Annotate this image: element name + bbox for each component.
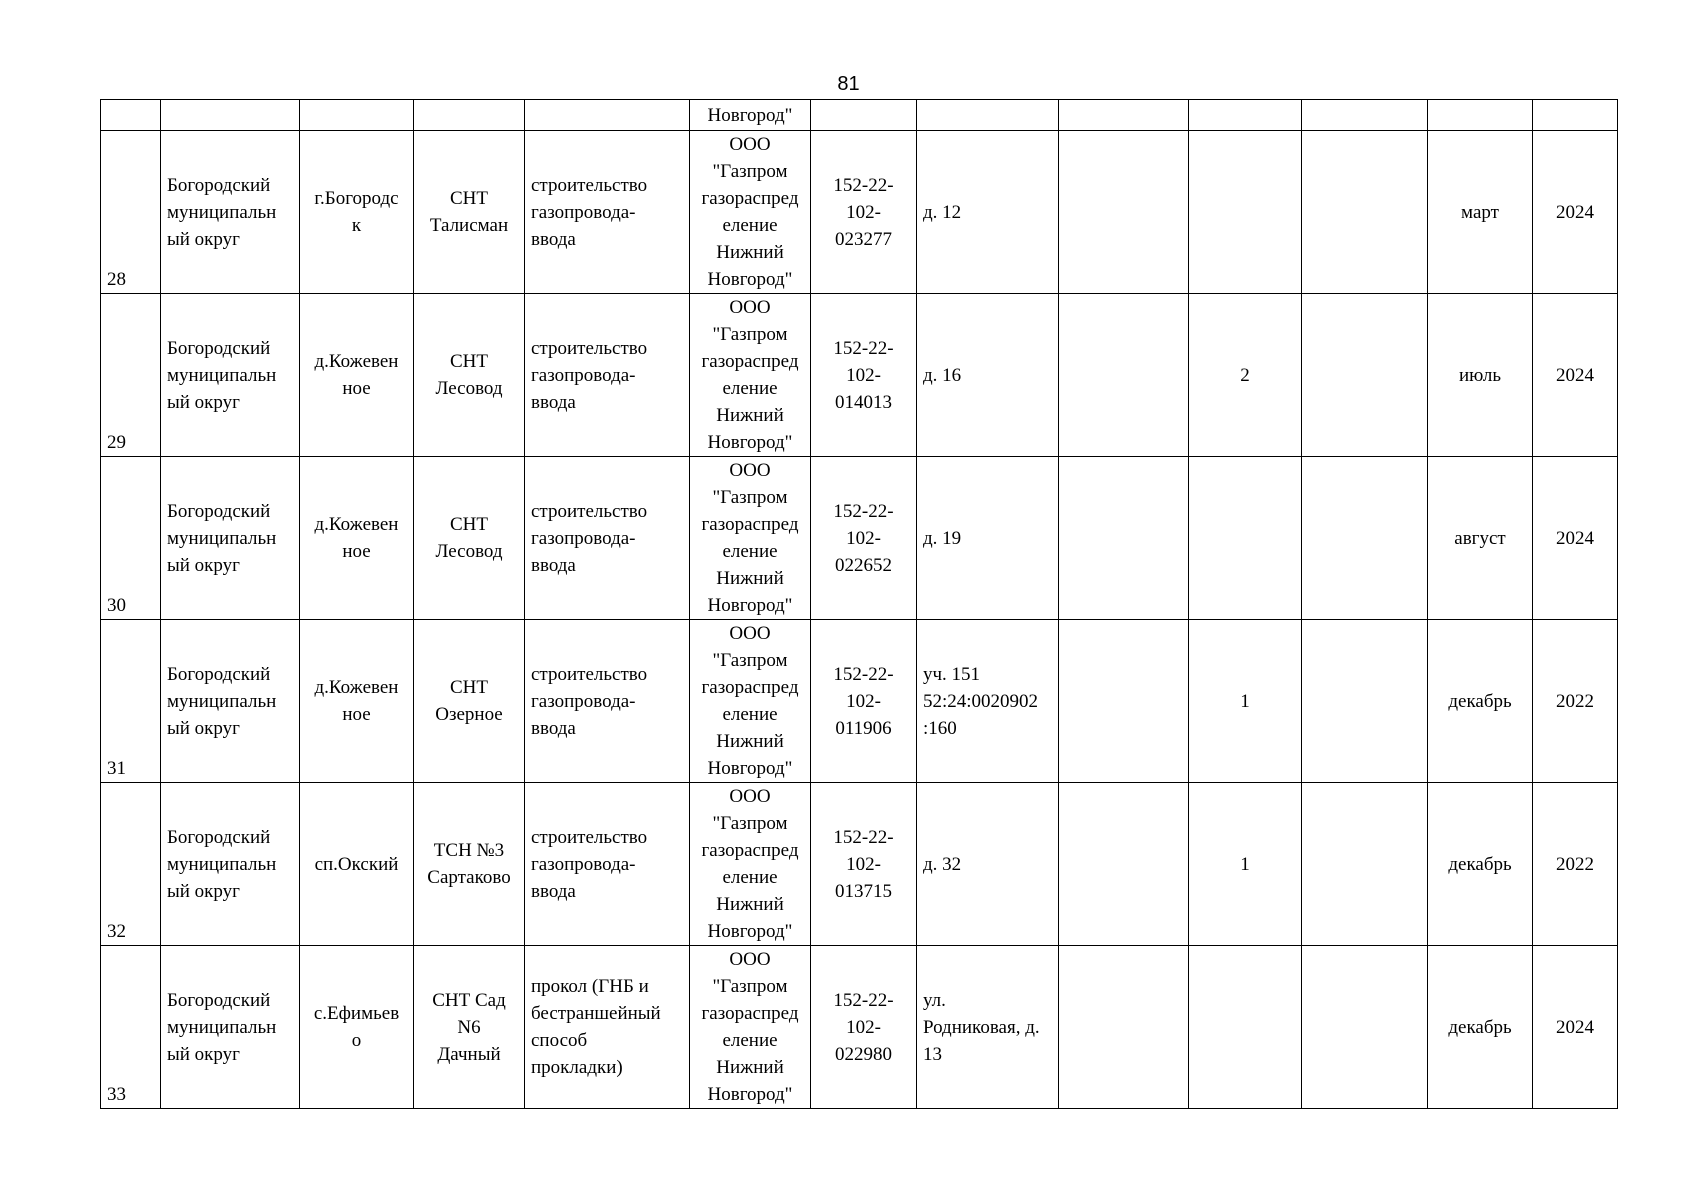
cell-month: декабрь	[1428, 946, 1533, 1109]
cell-line: "Газпром	[712, 487, 788, 508]
table-row	[101, 131, 1618, 294]
cell-line: Богородский	[167, 663, 271, 685]
cell-code	[811, 294, 917, 457]
cell-line: д.Кожевен	[314, 677, 399, 698]
cell-line: газораспред	[701, 1003, 799, 1024]
cell-line: д. 12	[923, 201, 962, 223]
cell-line: Богородский	[167, 174, 271, 196]
cell-line: ввода	[531, 880, 576, 902]
cell-month: июль	[1428, 294, 1533, 457]
cell-object	[414, 620, 525, 783]
cell-settlement	[300, 620, 414, 783]
cell-line: Лесовод	[435, 378, 503, 399]
cell-address	[917, 131, 1059, 294]
cell-line: газопровода-	[531, 853, 636, 875]
cell-line: Нижний	[716, 894, 784, 915]
cell-line: СНТ	[450, 677, 488, 698]
table-row	[101, 457, 1618, 620]
cell-line: д.Кожевен	[314, 351, 399, 372]
cell-month: декабрь	[1428, 620, 1533, 783]
cell-line: 022652	[835, 554, 892, 576]
cell-line: Сартаково	[427, 867, 511, 888]
cell-line: строительство	[531, 337, 648, 359]
cell-line: ввода	[531, 228, 576, 250]
cell-line: 102-	[846, 1016, 881, 1038]
cell-col11	[1302, 783, 1428, 946]
cell-line: газораспред	[701, 677, 799, 698]
cell-line: "Газпром	[712, 813, 788, 834]
cell-line: 152-22-	[833, 826, 894, 848]
cell-line: прокол (ГНБ и	[531, 976, 649, 997]
cell-district	[161, 294, 300, 457]
table-row	[101, 620, 1618, 783]
cell-org	[690, 946, 811, 1109]
cell-line: 52:24:0020902	[923, 690, 1039, 712]
cell-line: уч. 151	[923, 663, 981, 685]
cell-year: 2024	[1533, 131, 1618, 294]
cell-line: 102-	[846, 690, 881, 712]
cell-line: ООО	[729, 786, 771, 807]
cell-line: 102-	[846, 201, 881, 223]
cell-line: сп.Окский	[314, 853, 399, 875]
cell-line: N6	[457, 1016, 481, 1038]
cell-col10: 1	[1189, 620, 1302, 783]
cell-line: газораспред	[701, 514, 799, 535]
cell-line: строительство	[531, 500, 648, 522]
cell-line: 023277	[835, 228, 892, 250]
cell-settlement	[300, 946, 414, 1109]
cell-code	[811, 100, 917, 131]
cell-month: август	[1428, 457, 1533, 620]
cell-col9	[1059, 457, 1189, 620]
cell-code	[811, 457, 917, 620]
cell-line: СНТ	[450, 188, 488, 209]
cell-object	[414, 294, 525, 457]
cell-line: д. 19	[923, 527, 962, 549]
cell-line: 013715	[835, 880, 892, 902]
cell-line: Богородский	[167, 989, 271, 1011]
cell-line: с.Ефимьев	[313, 1003, 400, 1024]
cell-line: еление	[722, 541, 778, 562]
cell-district	[161, 457, 300, 620]
cell-line: 152-22-	[833, 989, 894, 1011]
cell-col10	[1189, 457, 1302, 620]
cell-num: 33	[101, 946, 161, 1109]
cell-line: ввода	[531, 554, 576, 576]
cell-line: Нижний	[716, 405, 784, 426]
cell-line: ное	[342, 541, 371, 562]
cell-line: Богородский	[167, 826, 271, 848]
cell-line: строительство	[531, 663, 648, 685]
cell-line: еление	[722, 867, 778, 888]
cell-line: ый округ	[167, 1043, 240, 1065]
cell-line: ый округ	[167, 880, 240, 902]
cell-code	[811, 131, 917, 294]
cell-org-continuation: Новгород"	[690, 100, 811, 131]
cell-org	[690, 783, 811, 946]
cell-line: муниципальн	[167, 364, 277, 386]
cell-num: 29	[101, 294, 161, 457]
cell-line: "Газпром	[712, 650, 788, 671]
cell-address	[917, 294, 1059, 457]
cell-object	[414, 100, 525, 131]
cell-line: 152-22-	[833, 337, 894, 359]
cell-line: Родниковая, д.	[923, 1016, 1040, 1038]
cell-line: строительство	[531, 826, 648, 848]
cell-district	[161, 946, 300, 1109]
cell-num: 32	[101, 783, 161, 946]
cell-line: Лесовод	[435, 541, 503, 562]
cell-object	[414, 946, 525, 1109]
cell-line: Нижний	[716, 731, 784, 752]
cell-col10	[1189, 946, 1302, 1109]
cell-settlement	[300, 100, 414, 131]
cell-line: о	[351, 1030, 362, 1051]
cell-line: способ	[531, 1030, 588, 1051]
cell-num: 30	[101, 457, 161, 620]
cell-line: ООО	[729, 460, 771, 481]
cell-line: Новгород"	[707, 595, 793, 616]
cell-settlement	[300, 131, 414, 294]
cell-line: 102-	[846, 364, 881, 386]
cell-line: Новгород"	[707, 432, 793, 453]
table-row	[101, 294, 1618, 457]
cell-address	[917, 620, 1059, 783]
cell-line: ый округ	[167, 717, 240, 739]
cell-district	[161, 100, 300, 131]
cell-col11	[1302, 131, 1428, 294]
cell-line: Новгород"	[707, 758, 793, 779]
cell-line: ул.	[923, 989, 946, 1011]
cell-settlement	[300, 783, 414, 946]
cell-col9	[1059, 100, 1189, 131]
cell-line: Новгород"	[707, 1084, 793, 1105]
cell-month: декабрь	[1428, 783, 1533, 946]
cell-object	[414, 131, 525, 294]
cell-settlement	[300, 294, 414, 457]
cell-line: строительство	[531, 174, 648, 196]
cell-work	[525, 100, 690, 131]
cell-line: д.Кожевен	[314, 514, 399, 535]
cell-line: "Газпром	[712, 976, 788, 997]
cell-line: 152-22-	[833, 500, 894, 522]
cell-line: ввода	[531, 391, 576, 413]
cell-num: 31	[101, 620, 161, 783]
cell-col9	[1059, 946, 1189, 1109]
cell-line: :160	[923, 717, 957, 739]
cell-work	[525, 457, 690, 620]
cell-col11	[1302, 457, 1428, 620]
table-row	[101, 946, 1618, 1109]
cell-line: газораспред	[701, 840, 799, 861]
cell-district	[161, 131, 300, 294]
cell-line: 102-	[846, 853, 881, 875]
cell-num	[101, 100, 161, 131]
cell-line: "Газпром	[712, 324, 788, 345]
cell-line: СНТ	[450, 351, 488, 372]
cell-col9	[1059, 620, 1189, 783]
cell-line: 13	[923, 1043, 942, 1065]
cell-line: 102-	[846, 527, 881, 549]
cell-address	[917, 457, 1059, 620]
cell-line: ное	[342, 378, 371, 399]
cell-col11	[1302, 620, 1428, 783]
cell-col9	[1059, 783, 1189, 946]
page-number: 81	[837, 73, 860, 95]
cell-col9	[1059, 131, 1189, 294]
registry-table	[100, 99, 1618, 1109]
cell-line: ООО	[729, 949, 771, 970]
cell-month: март	[1428, 131, 1533, 294]
cell-line: муниципальн	[167, 201, 277, 223]
cell-year: 2022	[1533, 783, 1618, 946]
cell-line: еление	[722, 215, 778, 236]
cell-line: Нижний	[716, 242, 784, 263]
cell-address	[917, 946, 1059, 1109]
cell-line: д. 16	[923, 364, 962, 386]
cell-year: 2024	[1533, 294, 1618, 457]
cell-line: "Газпром	[712, 161, 788, 182]
cell-line: газопровода-	[531, 527, 636, 549]
cell-col10	[1189, 131, 1302, 294]
cell-line: ное	[342, 704, 371, 725]
cell-col11	[1302, 946, 1428, 1109]
cell-line: ТСН №3	[433, 840, 505, 861]
cell-line: Нижний	[716, 568, 784, 589]
cell-line: ый округ	[167, 554, 240, 576]
cell-line: Озерное	[435, 704, 503, 725]
cell-work	[525, 946, 690, 1109]
cell-col10: 1	[1189, 783, 1302, 946]
cell-line: к	[351, 215, 362, 236]
table-row	[101, 783, 1618, 946]
cell-object	[414, 457, 525, 620]
cell-line: 014013	[835, 391, 892, 413]
cell-line: газопровода-	[531, 690, 636, 712]
cell-settlement	[300, 457, 414, 620]
cell-org	[690, 131, 811, 294]
cell-org	[690, 457, 811, 620]
cell-line: Богородский	[167, 500, 271, 522]
cell-col11	[1302, 100, 1428, 131]
cell-line: муниципальн	[167, 690, 277, 712]
cell-line: 011906	[835, 717, 892, 739]
cell-line: газораспред	[701, 351, 799, 372]
cell-line: Новгород"	[707, 269, 793, 290]
cell-line: Нижний	[716, 1057, 784, 1078]
cell-num: 28	[101, 131, 161, 294]
cell-line: ввода	[531, 717, 576, 739]
cell-year: 2022	[1533, 620, 1618, 783]
cell-district	[161, 783, 300, 946]
cell-year: 2024	[1533, 946, 1618, 1109]
cell-line: д. 32	[923, 853, 962, 875]
cell-line: ый округ	[167, 228, 240, 250]
cell-line: СНТ	[450, 514, 488, 535]
cell-line: еление	[722, 1030, 778, 1051]
cell-line: 152-22-	[833, 663, 894, 685]
cell-line: муниципальн	[167, 527, 277, 549]
cell-line: прокладки)	[531, 1057, 623, 1078]
cell-work	[525, 131, 690, 294]
cell-line: ООО	[729, 134, 771, 155]
cell-col11	[1302, 294, 1428, 457]
cell-line: Богородский	[167, 337, 271, 359]
cell-col10: 2	[1189, 294, 1302, 457]
cell-address	[917, 783, 1059, 946]
cell-line: 152-22-	[833, 174, 894, 196]
cell-org	[690, 620, 811, 783]
cell-year: 2024	[1533, 457, 1618, 620]
cell-code	[811, 946, 917, 1109]
cell-line: газопровода-	[531, 364, 636, 386]
cell-work	[525, 783, 690, 946]
cell-line: Новгород"	[707, 921, 793, 942]
cell-line: еление	[722, 378, 778, 399]
cell-col9	[1059, 294, 1189, 457]
cell-year	[1533, 100, 1618, 131]
cell-line: 022980	[835, 1043, 892, 1065]
cell-work	[525, 294, 690, 457]
cell-line: Дачный	[437, 1043, 501, 1065]
cell-line: газопровода-	[531, 201, 636, 223]
cell-work	[525, 620, 690, 783]
cell-line: газораспред	[701, 188, 799, 209]
cell-district	[161, 620, 300, 783]
cell-line: г.Богородс	[314, 188, 399, 209]
cell-org	[690, 294, 811, 457]
cell-object	[414, 783, 525, 946]
cell-line: Талисман	[429, 215, 509, 236]
cell-line: бестраншейный	[531, 1003, 661, 1024]
cell-line: муниципальн	[167, 1016, 277, 1038]
cell-line: СНТ Сад	[432, 989, 506, 1011]
cell-line: ООО	[729, 297, 771, 318]
cell-line: ый округ	[167, 391, 240, 413]
cell-month	[1428, 100, 1533, 131]
cell-line: муниципальн	[167, 853, 277, 875]
cell-address	[917, 100, 1059, 131]
cell-line: ООО	[729, 623, 771, 644]
continuation-row	[101, 100, 1618, 131]
cell-code	[811, 783, 917, 946]
cell-code	[811, 620, 917, 783]
cell-line: еление	[722, 704, 778, 725]
cell-col10	[1189, 100, 1302, 131]
